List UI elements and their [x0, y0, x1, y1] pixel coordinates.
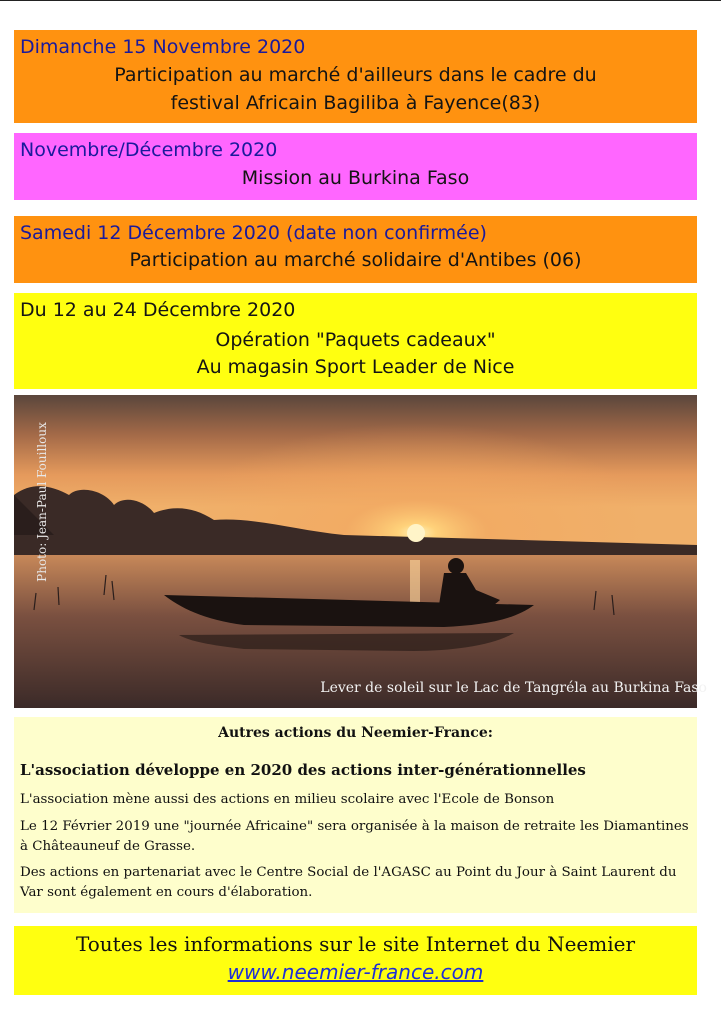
other-actions-paragraph: Des actions en partenariat avec le Centre Social de l'AGASC au Point du Jour à Saint Laurent du Var sont également en cours d'élaboration.: [20, 865, 677, 900]
other-actions-title: Autres actions du Neemier-France:: [218, 725, 493, 741]
other-actions-box: [14, 717, 697, 913]
event-date: Dimanche 15 Novembre 2020: [20, 36, 306, 58]
event-description-line: Au magasin Sport Leader de Nice: [196, 356, 515, 378]
website-link[interactable]: www.neemier-france.com: [227, 960, 484, 984]
photo-credit: Photo: Jean-Paul Fouilloux: [35, 422, 49, 582]
photo-caption: Lever de soleil sur le Lac de Tangréla au Burkina Faso: [320, 680, 707, 696]
event-description-line: Opération "Paquets cadeaux": [215, 329, 496, 351]
top-border-line: [0, 0, 721, 1]
event-box-4: [14, 293, 697, 389]
event-box-3: [14, 216, 697, 283]
sunset-photo: [14, 395, 697, 708]
event-box-2: [14, 133, 697, 200]
event-date: Samedi 12 Décembre 2020 (date non confirmée): [20, 222, 487, 244]
lake-sunset-image: [14, 395, 697, 708]
other-actions-subtitle: L'association développe en 2020 des actions inter-générationnelles: [20, 761, 586, 779]
footer-text: Toutes les informations sur le site Internet du Neemier: [75, 932, 636, 956]
event-description-line: Mission au Burkina Faso: [241, 167, 470, 189]
footer-box: [14, 926, 697, 995]
event-date: Novembre/Décembre 2020: [20, 139, 278, 161]
event-description-line: Participation au marché d'ailleurs dans le cadre du: [114, 64, 597, 86]
event-description-line: festival Africain Bagiliba à Fayence(83): [170, 92, 541, 114]
event-date: Du 12 au 24 Décembre 2020: [20, 299, 296, 321]
other-actions-paragraph: Le 12 Février 2019 une "journée Africaine" sera organisée à la maison de retraite les Diamantines à Châteauneuf de Grasse.: [20, 819, 689, 854]
event-description-line: Participation au marché solidaire d'Antibes (06): [129, 249, 582, 271]
event-box-1: [14, 30, 697, 123]
other-actions-paragraph: L'association mène aussi des actions en milieu scolaire avec l'Ecole de Bonson: [20, 792, 555, 807]
